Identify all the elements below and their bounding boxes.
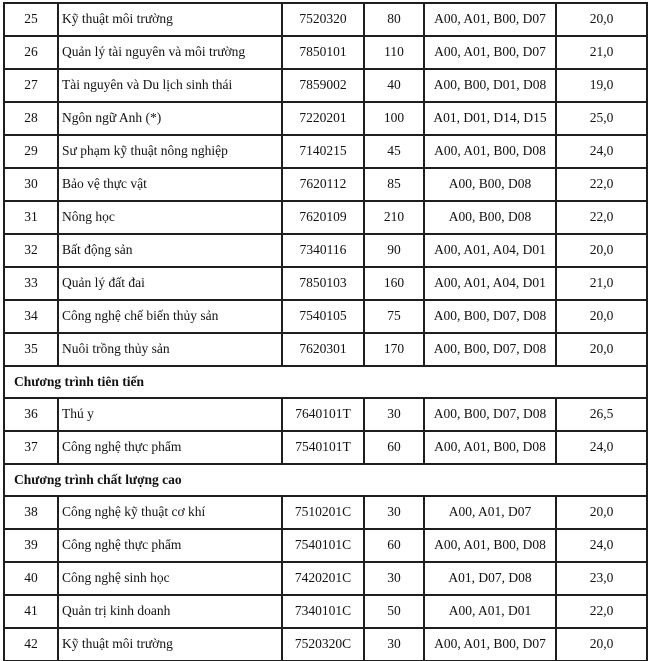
cell-major: Thú y <box>58 398 282 431</box>
table-row <box>4 201 647 234</box>
cell-major: Công nghệ thực phẩm <box>58 431 282 464</box>
cell-stt: 38 <box>4 496 58 529</box>
cell-code: 7220201 <box>282 102 364 135</box>
cell-combinations: A00, B00, D08 <box>424 168 556 201</box>
cell-quota: 60 <box>364 529 424 562</box>
cell-score: 20,0 <box>556 3 647 36</box>
cell-stt: 40 <box>4 562 58 595</box>
cell-stt: 35 <box>4 333 58 366</box>
cell-stt: 41 <box>4 595 58 628</box>
cell-score: 21,0 <box>556 267 647 300</box>
cell-score: 21,0 <box>556 36 647 69</box>
cell-combinations: A00, B00, D07, D08 <box>424 398 556 431</box>
cell-major: Quản trị kinh doanh <box>58 595 282 628</box>
cell-combinations: A00, A01, B00, D07 <box>424 3 556 36</box>
cell-combinations: A00, B00, D01, D08 <box>424 69 556 102</box>
table-row <box>4 135 647 168</box>
cell-score: 25,0 <box>556 102 647 135</box>
table-row <box>4 234 647 267</box>
cell-quota: 45 <box>364 135 424 168</box>
cell-combinations: A00, A01, B00, D07 <box>424 628 556 661</box>
cell-quota: 30 <box>364 562 424 595</box>
cell-code: 7640101T <box>282 398 364 431</box>
cell-combinations: A00, A01, A04, D01 <box>424 267 556 300</box>
section-header-label: Chương trình tiên tiến <box>4 366 647 398</box>
cell-score: 20,0 <box>556 300 647 333</box>
cell-code: 7859002 <box>282 69 364 102</box>
cell-combinations: A00, A01, B00, D08 <box>424 529 556 562</box>
table-row <box>4 529 647 562</box>
cell-stt: 42 <box>4 628 58 661</box>
cell-stt: 27 <box>4 69 58 102</box>
cell-code: 7510201C <box>282 496 364 529</box>
cell-quota: 40 <box>364 69 424 102</box>
cell-score: 22,0 <box>556 201 647 234</box>
cell-major: Quản lý đất đai <box>58 267 282 300</box>
table-row <box>4 267 647 300</box>
cell-code: 7850101 <box>282 36 364 69</box>
cell-code: 7540101T <box>282 431 364 464</box>
cell-major: Bảo vệ thực vật <box>58 168 282 201</box>
cell-quota: 90 <box>364 234 424 267</box>
cell-code: 7620112 <box>282 168 364 201</box>
cell-major: Sư phạm kỹ thuật nông nghiệp <box>58 135 282 168</box>
cell-quota: 30 <box>364 628 424 661</box>
cell-score: 24,0 <box>556 431 647 464</box>
cell-combinations: A00, B00, D07, D08 <box>424 300 556 333</box>
cell-code: 7540105 <box>282 300 364 333</box>
cell-combinations: A00, A01, D07 <box>424 496 556 529</box>
table-row <box>4 333 647 366</box>
table-row <box>4 562 647 595</box>
cell-code: 7140215 <box>282 135 364 168</box>
table-row <box>4 496 647 529</box>
cell-score: 22,0 <box>556 168 647 201</box>
cell-stt: 31 <box>4 201 58 234</box>
cell-score: 20,0 <box>556 628 647 661</box>
cell-stt: 30 <box>4 168 58 201</box>
admission-scores-table <box>3 2 648 661</box>
cell-score: 20,0 <box>556 333 647 366</box>
cell-score: 24,0 <box>556 529 647 562</box>
cell-stt: 33 <box>4 267 58 300</box>
cell-combinations: A00, A01, B00, D08 <box>424 135 556 168</box>
cell-quota: 60 <box>364 431 424 464</box>
cell-code: 7540101C <box>282 529 364 562</box>
cell-stt: 34 <box>4 300 58 333</box>
table-row <box>4 398 647 431</box>
cell-score: 22,0 <box>556 595 647 628</box>
cell-major: Kỹ thuật môi trường <box>58 3 282 36</box>
cell-stt: 26 <box>4 36 58 69</box>
cell-stt: 25 <box>4 3 58 36</box>
cell-quota: 50 <box>364 595 424 628</box>
cell-quota: 30 <box>364 496 424 529</box>
cell-major: Công nghệ kỹ thuật cơ khí <box>58 496 282 529</box>
cell-stt: 36 <box>4 398 58 431</box>
table-row <box>4 69 647 102</box>
cell-stt: 32 <box>4 234 58 267</box>
cell-combinations: A00, A01, B00, D08 <box>424 431 556 464</box>
cell-code: 7420201C <box>282 562 364 595</box>
cell-code: 7620301 <box>282 333 364 366</box>
cell-quota: 80 <box>364 3 424 36</box>
cell-quota: 75 <box>364 300 424 333</box>
cell-major: Nông học <box>58 201 282 234</box>
cell-score: 24,0 <box>556 135 647 168</box>
cell-major: Bất động sản <box>58 234 282 267</box>
cell-combinations: A00, A01, A04, D01 <box>424 234 556 267</box>
table-row <box>4 300 647 333</box>
cell-score: 19,0 <box>556 69 647 102</box>
cell-score: 20,0 <box>556 234 647 267</box>
table-row <box>4 36 647 69</box>
section-header-label: Chương trình chất lượng cao <box>4 464 647 496</box>
cell-combinations: A00, B00, D07, D08 <box>424 333 556 366</box>
table-row <box>4 595 647 628</box>
cell-code: 7520320 <box>282 3 364 36</box>
cell-major: Công nghệ thực phẩm <box>58 529 282 562</box>
section-header-row <box>4 464 647 496</box>
cell-quota: 110 <box>364 36 424 69</box>
cell-combinations: A00, A01, D01 <box>424 595 556 628</box>
cell-major: Ngôn ngữ Anh (*) <box>58 102 282 135</box>
cell-code: 7620109 <box>282 201 364 234</box>
cell-major: Quản lý tài nguyên và môi trường <box>58 36 282 69</box>
cell-quota: 170 <box>364 333 424 366</box>
cell-quota: 100 <box>364 102 424 135</box>
cell-major: Công nghệ sinh học <box>58 562 282 595</box>
cell-quota: 160 <box>364 267 424 300</box>
cell-score: 26,5 <box>556 398 647 431</box>
table-row <box>4 431 647 464</box>
table-row <box>4 628 647 661</box>
cell-combinations: A00, B00, D08 <box>424 201 556 234</box>
cell-stt: 28 <box>4 102 58 135</box>
table-row <box>4 3 647 36</box>
cell-code: 7520320C <box>282 628 364 661</box>
cell-stt: 29 <box>4 135 58 168</box>
cell-score: 23,0 <box>556 562 647 595</box>
table-row <box>4 102 647 135</box>
table-body <box>4 3 647 661</box>
cell-score: 20,0 <box>556 496 647 529</box>
table-row <box>4 168 647 201</box>
cell-stt: 39 <box>4 529 58 562</box>
cell-combinations: A01, D07, D08 <box>424 562 556 595</box>
cell-code: 7850103 <box>282 267 364 300</box>
cell-code: 7340116 <box>282 234 364 267</box>
cell-major: Tài nguyên và Du lịch sinh thái <box>58 69 282 102</box>
cell-stt: 37 <box>4 431 58 464</box>
cell-quota: 85 <box>364 168 424 201</box>
cell-code: 7340101C <box>282 595 364 628</box>
cell-combinations: A01, D01, D14, D15 <box>424 102 556 135</box>
cell-quota: 210 <box>364 201 424 234</box>
cell-major: Công nghệ chế biến thủy sản <box>58 300 282 333</box>
cell-major: Nuôi trồng thủy sản <box>58 333 282 366</box>
cell-combinations: A00, A01, B00, D07 <box>424 36 556 69</box>
section-header-row <box>4 366 647 398</box>
cell-quota: 30 <box>364 398 424 431</box>
cell-major: Kỹ thuật môi trường <box>58 628 282 661</box>
